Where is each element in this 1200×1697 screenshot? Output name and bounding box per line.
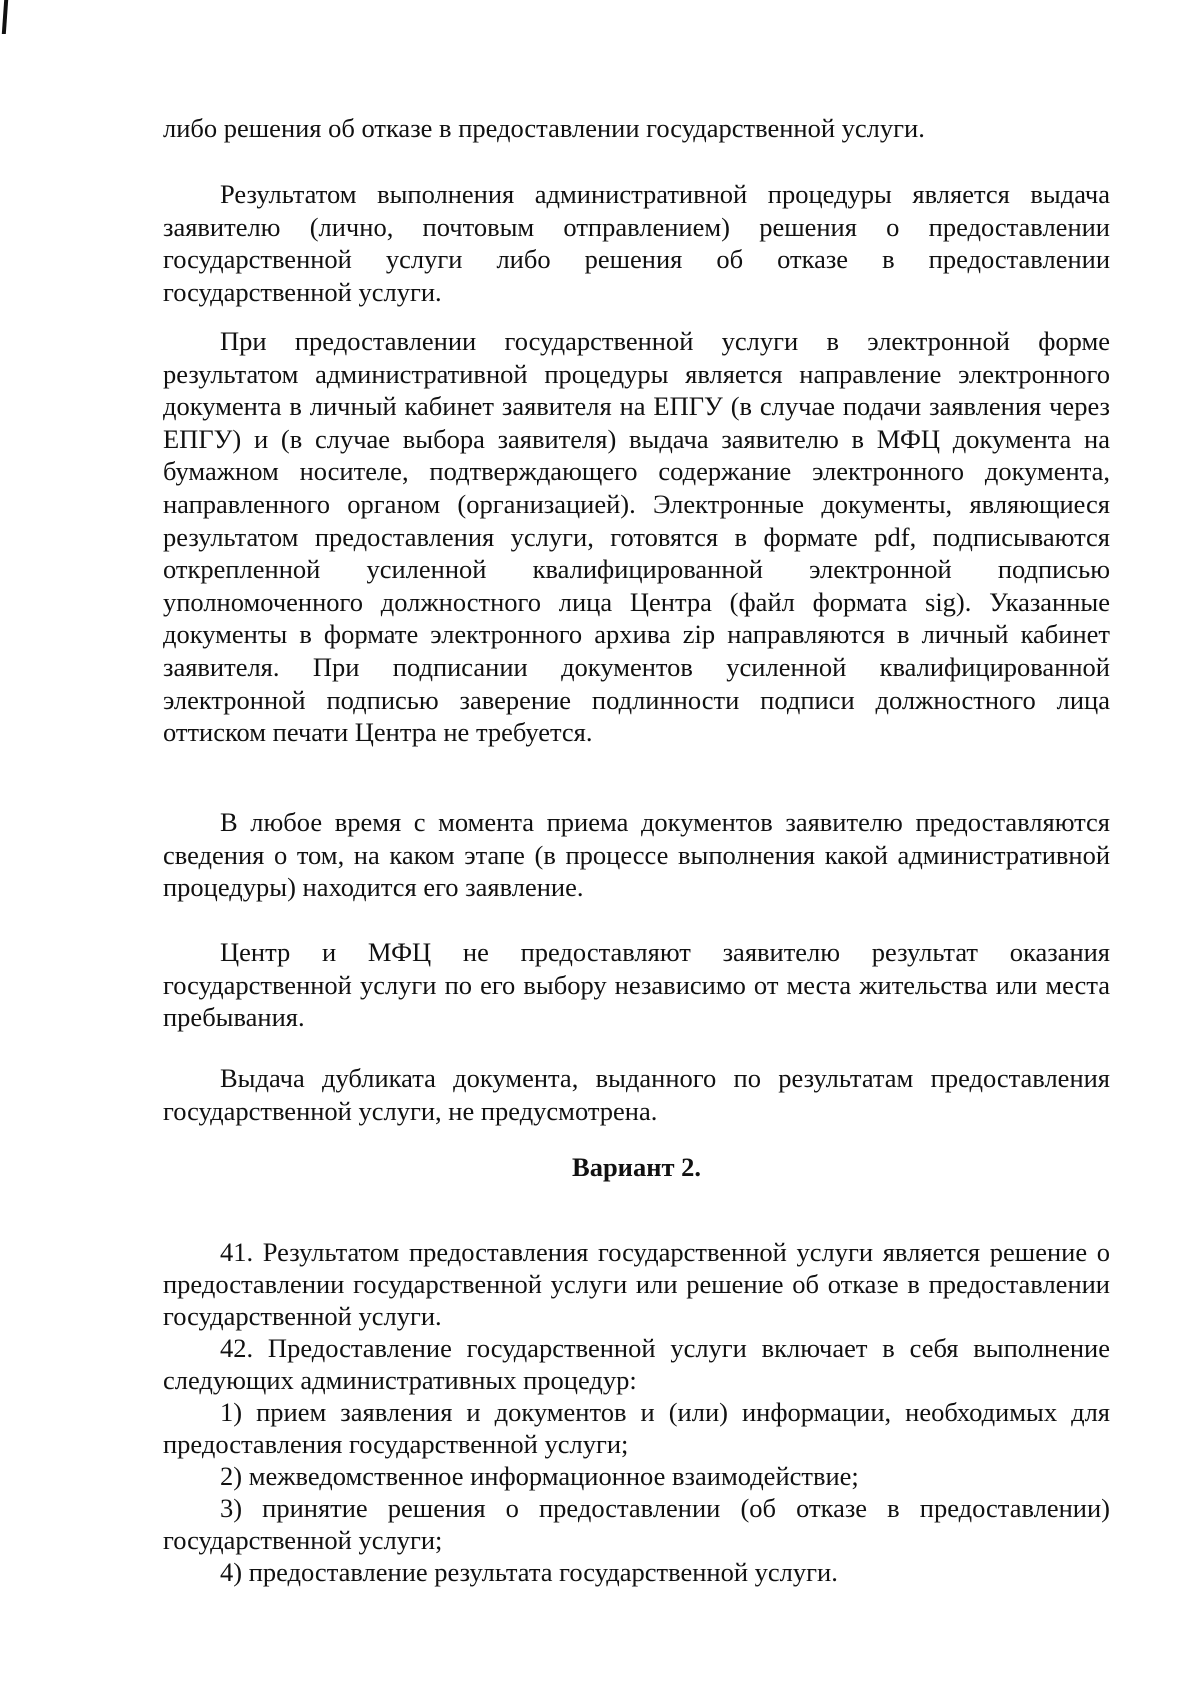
subitem-2: 2) межведомственное информационное взаимодействие; — [220, 1461, 859, 1491]
subitem-3: 3) принятие решения о предоставлении (об отказе в предоставлении) государственной услуги; — [163, 1493, 1110, 1555]
item-41: 41. Результатом предоставления государственной услуги является решение о предоставлении государственной услуги или решение об отказе в предоставлении государственной услуги. — [163, 1237, 1110, 1331]
item-42: 42. Предоставление государственной услуги включает в себя выполнение следующих административных процедур: — [163, 1333, 1110, 1395]
paragraph-electronic-result: При предоставлении государственной услуги в электронной форме результатом административной процедуры является направление электронного документа в личный кабинет заявителя на ЕПГУ (в случае подачи заявления через ЕПГУ) и (в случае выбора заявителя) выдача заявителю в МФЦ документа на бумажном носителе, подтверждающего содержание электронного документа, направленного органом (организацией). Электронные документы, являющиеся результатом предоставления услуги, готовятся в формате pdf, подписываются открепленной усиленной квалифицированной электронной подписью уполномоченного должностного лица Центра (файл формата sig). Указанные документы в формате электронного архива zip направляются в личный кабинет заявителя. При подписании документов усиленной квалифицированной электронной подписью заверение подлинности подписи должностного лица оттиском печати Центра не требуется. — [163, 326, 1110, 748]
paragraph-continuation: либо решения об отказе в предоставлении государственной услуги. — [163, 113, 925, 143]
subitem-1: 1) прием заявления и документов и (или) информации, необходимых для предоставления государственной услуги; — [163, 1397, 1110, 1459]
paragraph-status-info: В любое время с момента приема документов заявителю предоставляются сведения о том, на каком этапе (в процессе выполнения какой административной процедуры) находится его заявление. — [163, 807, 1110, 903]
numbered-items — [163, 1236, 1110, 1588]
scan-artifact-mark — [2, 0, 8, 34]
paragraph-duplicate: Выдача дубликата документа, выданного по результатам предоставления государственной услуги, не предусмотрена. — [163, 1063, 1110, 1126]
paragraph-extraterritorial: Центр и МФЦ не предоставляют заявителю результат оказания государственной услуги по его выбору независимо от места жительства или места пребывания. — [163, 937, 1110, 1033]
section-heading-variant-2: Вариант 2. — [572, 1152, 701, 1182]
paragraph-result-issuance: Результатом выполнения административной процедуры является выдача заявителю (лично, почтовым отправлением) решения о предоставлении государственной услуги либо решения об отказе в предоставлении государственной услуги. — [163, 179, 1110, 307]
subitem-4: 4) предоставление результата государственной услуги. — [220, 1557, 838, 1587]
